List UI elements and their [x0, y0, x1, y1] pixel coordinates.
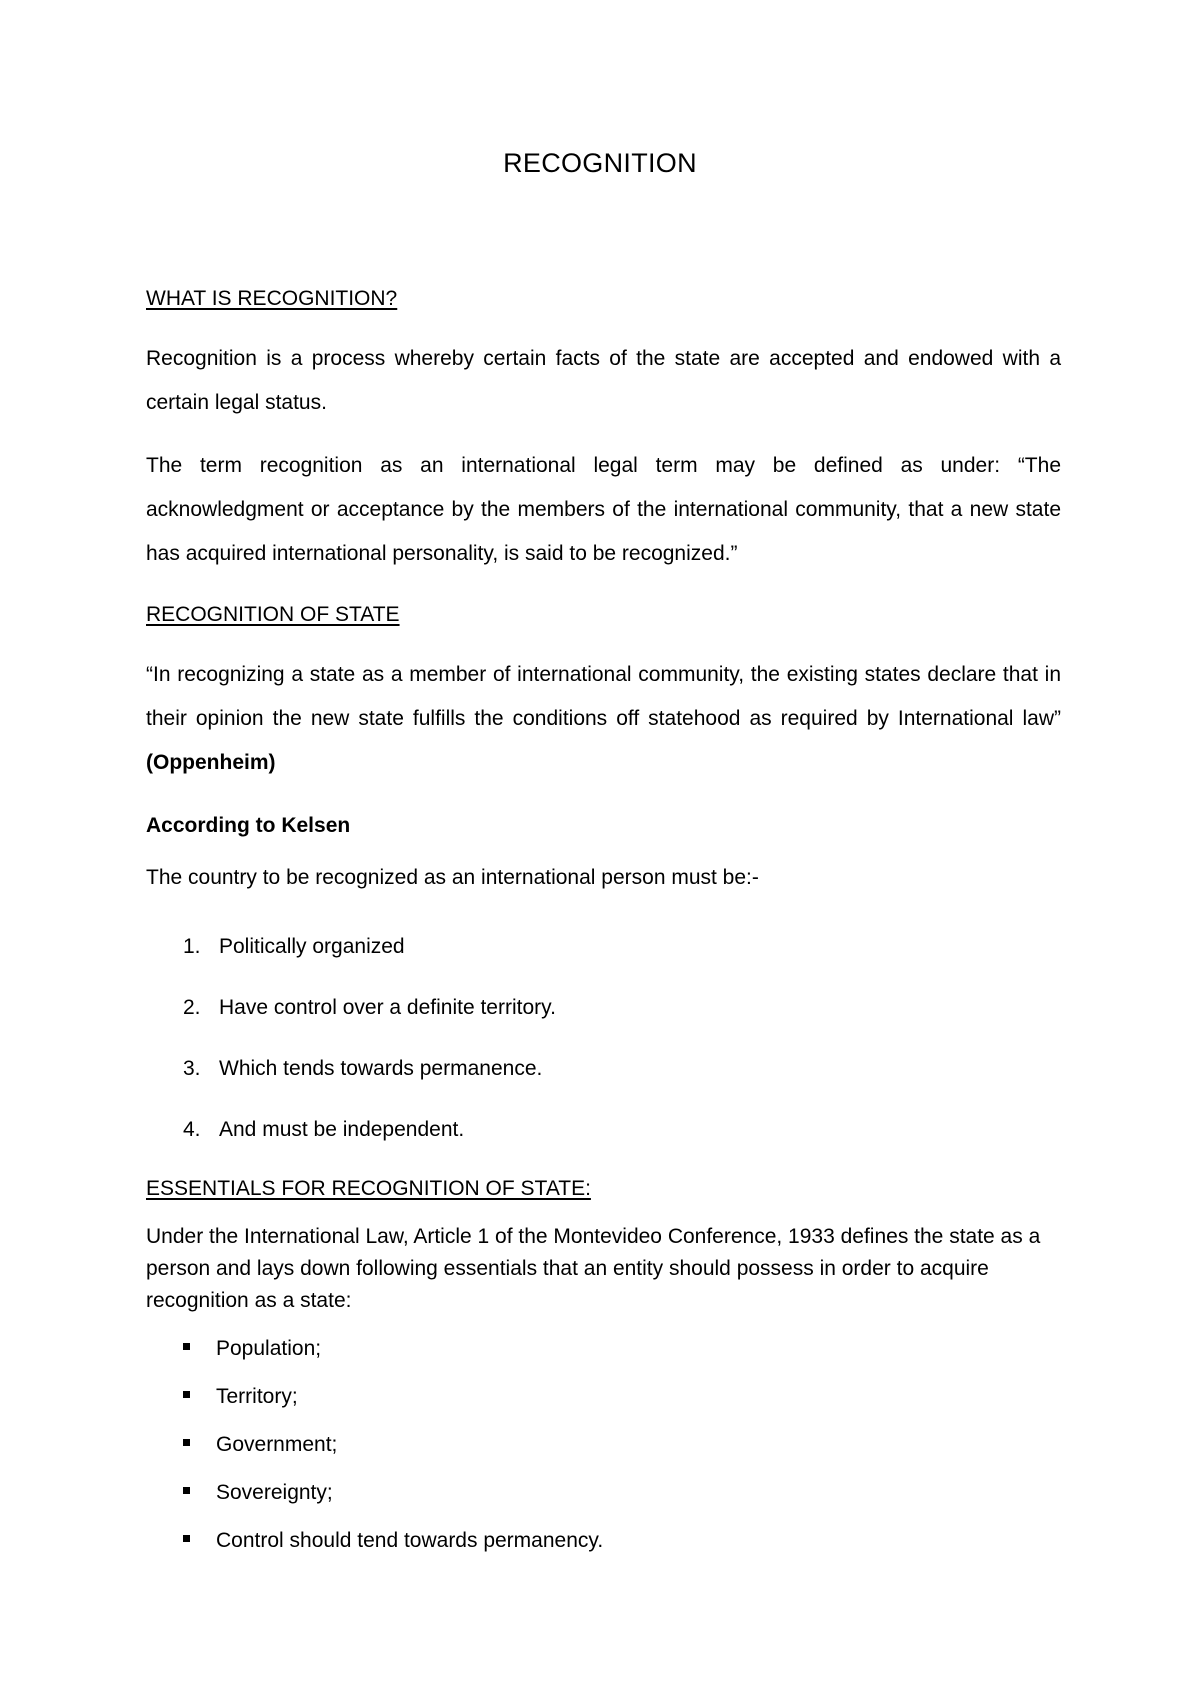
bullet-item [183, 1385, 298, 1409]
list-number: 2. [183, 996, 201, 1019]
document-title: RECOGNITION [503, 148, 697, 178]
square-bullet-icon [183, 1439, 190, 1446]
heading-according-to-kelsen: According to Kelsen [146, 814, 351, 837]
bullet-item [183, 1481, 333, 1505]
square-bullet-icon [183, 1487, 190, 1494]
quote-author: (Oppenheim) [146, 751, 276, 774]
list-item-text: Have control over a definite territory. [219, 996, 556, 1019]
bullet-item [183, 1337, 321, 1361]
square-bullet-icon [183, 1535, 190, 1542]
list-number: 3. [183, 1057, 201, 1080]
paragraph-oppenheim-quote [146, 653, 1061, 785]
paragraph-recognition-definition: Recognition is a process whereby certain facts of the state are accepted and endowed with a certain legal status. [146, 347, 1061, 414]
bullet-item-text: Population; [216, 1337, 322, 1360]
list-item-text: And must be independent. [219, 1118, 465, 1141]
quote-text: “In recognizing a state as a member of international community, the existing states declare that in their opinion the new state fulfills the conditions off statehood as required by International law” [146, 663, 1061, 730]
list-item [183, 996, 556, 1020]
paragraph-montevideo-conference: Under the International Law, Article 1 of the Montevideo Conference, 1933 defines the state as a person and lays down following essentials that an entity should possess in order to acquire recognition as a state: [146, 1225, 1041, 1312]
paragraph-kelsen-intro: The country to be recognized as an international person must be:- [146, 866, 759, 889]
bullet-item-text: Sovereignty; [216, 1481, 333, 1504]
list-item-text: Politically organized [219, 935, 405, 958]
list-item [183, 935, 405, 959]
bullet-item [183, 1529, 603, 1553]
heading-what-is-recognition: WHAT IS RECOGNITION? [146, 287, 398, 310]
list-number: 1. [183, 935, 201, 958]
heading-essentials-for-recognition: ESSENTIALS FOR RECOGNITION OF STATE: [146, 1177, 591, 1200]
bullet-item-text: Control should tend towards permanency. [216, 1529, 604, 1552]
list-item-text: Which tends towards permanence. [219, 1057, 543, 1080]
bullet-item-text: Government; [216, 1433, 338, 1456]
list-number: 4. [183, 1118, 201, 1141]
square-bullet-icon [183, 1343, 190, 1350]
bullet-item-text: Territory; [216, 1385, 298, 1408]
bullet-item [183, 1433, 337, 1457]
paragraph-legal-term-definition: The term recognition as an international legal term may be defined as under: “The acknowledgment or acceptance by the members of the international community, that a new state has acquired international personality, is said to be recognized.” [146, 454, 1061, 565]
heading-recognition-of-state: RECOGNITION OF STATE [146, 603, 400, 626]
list-item [183, 1057, 542, 1081]
list-item [183, 1118, 464, 1142]
square-bullet-icon [183, 1391, 190, 1398]
